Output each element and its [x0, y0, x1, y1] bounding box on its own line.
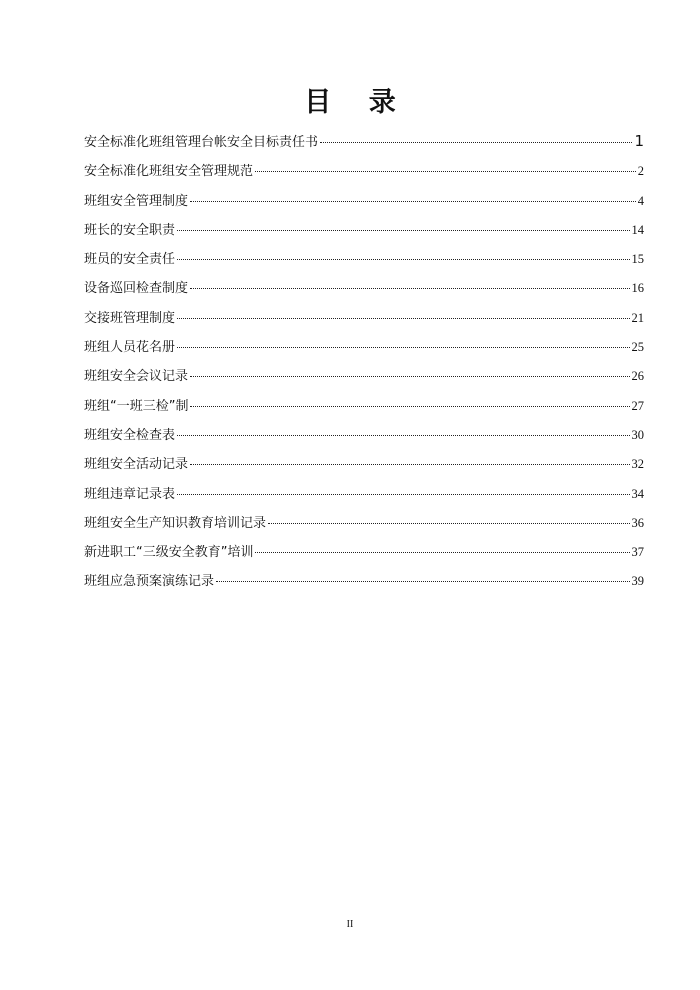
- page-number: II: [346, 919, 354, 930]
- toc-entry[interactable]: [84, 395, 644, 424]
- toc-entry-label: 班组安全管理制度: [84, 193, 189, 209]
- toc-entry[interactable]: [84, 570, 644, 599]
- toc-entry-page: 27: [631, 398, 644, 413]
- toc-dot-leader: [255, 552, 629, 553]
- toc-entry[interactable]: [84, 336, 644, 365]
- toc-entry-label: 安全标准化班组安全管理规范: [84, 164, 254, 180]
- toc-list: [84, 131, 644, 600]
- toc-entry[interactable]: [84, 190, 644, 219]
- toc-entry-page: 26: [631, 369, 644, 384]
- toc-entry-page: 16: [631, 281, 644, 296]
- toc-dot-leader: [190, 406, 629, 407]
- toc-dot-leader: [190, 288, 629, 289]
- toc-entry-label: 安全标准化班组管理台帐安全目标责任书: [84, 135, 319, 150]
- toc-entry-page: 25: [631, 340, 644, 355]
- toc-dot-leader: [190, 464, 629, 465]
- toc-entry[interactable]: [84, 541, 644, 570]
- toc-entry-page: 2: [637, 164, 644, 179]
- toc-entry[interactable]: [84, 365, 644, 394]
- toc-entry-page: 34: [631, 486, 644, 501]
- toc-entry[interactable]: [84, 453, 644, 482]
- toc-entry-page: 14: [631, 222, 644, 237]
- toc-entry[interactable]: [84, 424, 644, 453]
- toc-dot-leader: [320, 142, 632, 143]
- toc-entry[interactable]: [84, 512, 644, 541]
- toc-entry[interactable]: [84, 307, 644, 336]
- toc-dot-leader: [177, 230, 629, 231]
- toc-entry-label: 班组“一班三检”制: [84, 398, 189, 414]
- toc-entry-label: 班组安全活动记录: [84, 457, 189, 473]
- toc-entry-page: 1: [634, 132, 644, 150]
- toc-entry-label: 班组违章记录表: [84, 486, 176, 502]
- toc-dot-leader: [177, 318, 629, 319]
- toc-entry-page: 30: [631, 427, 644, 442]
- toc-entry[interactable]: [84, 160, 644, 189]
- toc-dot-leader: [177, 435, 629, 436]
- toc-dot-leader: [177, 259, 629, 260]
- toc-entry-page: 36: [631, 515, 644, 530]
- toc-dot-leader: [216, 581, 629, 582]
- toc-entry-label: 设备巡回检查制度: [84, 281, 189, 297]
- toc-entry-label: 班长的安全职责: [84, 222, 176, 238]
- toc-entry-label: 班员的安全责任: [84, 252, 176, 268]
- toc-dot-leader: [268, 523, 629, 524]
- toc-entry-label: 班组人员花名册: [84, 340, 176, 356]
- toc-entry[interactable]: [84, 483, 644, 512]
- toc-entry-page: 37: [631, 545, 644, 560]
- toc-dot-leader: [177, 494, 629, 495]
- toc-entry-page: 32: [631, 457, 644, 472]
- toc-entry[interactable]: [84, 219, 644, 248]
- toc-dot-leader: [255, 171, 636, 172]
- toc-entry-page: 4: [637, 193, 644, 208]
- toc-entry-label: 新进职工“三级安全教育”培训: [84, 545, 254, 561]
- toc-entry[interactable]: [84, 277, 644, 306]
- toc-entry[interactable]: [84, 131, 644, 160]
- toc-entry-page: 21: [631, 310, 644, 325]
- toc-entry-page: 15: [631, 252, 644, 267]
- toc-dot-leader: [177, 347, 629, 348]
- toc-title: 目 录: [304, 87, 410, 118]
- toc-entry-label: 班组应急预案演练记录: [84, 574, 215, 590]
- toc-entry[interactable]: [84, 248, 644, 277]
- toc-entry-page: 39: [631, 574, 644, 589]
- toc-entry-label: 班组安全检查表: [84, 427, 176, 443]
- toc-entry-label: 班组安全生产知识教育培训记录: [84, 515, 267, 531]
- toc-entry-label: 班组安全会议记录: [84, 369, 189, 385]
- toc-entry-label: 交接班管理制度: [84, 310, 176, 326]
- toc-dot-leader: [190, 201, 636, 202]
- toc-dot-leader: [190, 376, 629, 377]
